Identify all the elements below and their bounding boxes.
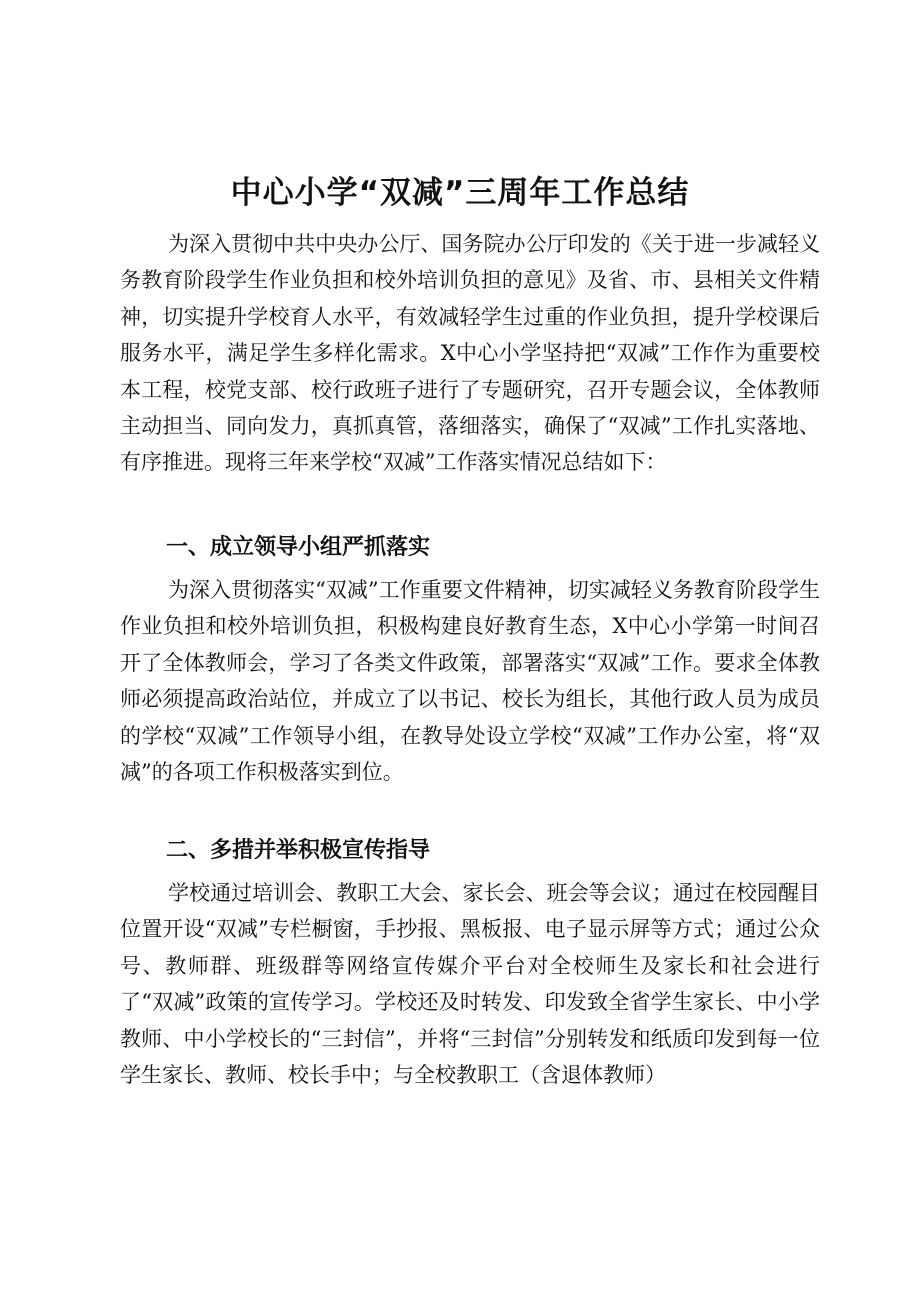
section-paragraph-publicity-guidance: 学校通过培训会、教职工大会、家长会、班会等会议；通过在校园醒目位置开设“双减”专栏橱窗，手抄报、黑板报、电子显示屏等方式；通过公众号、教师群、班级群等网络宣传媒介平台对全校师生及家长和社会进行了“双减”政策的宣传学习。学校还及时转发、印发致全省学生家长、中小学教师、中小学校长的“三封信”，并将“三封信”分别转发和纸质印发到每一位学生家长、教师、校长手中；与全校教职工（含退体教师）	[120, 881, 820, 1088]
document-title: 中心小学“双减”三周年工作总结	[230, 175, 690, 211]
intro-paragraph: 为深入贯彻中共中央办公厅、国务院办公厅印发的《关于进一步减轻义务教育阶段学生作业负担和校外培训负担的意见》及省、市、县相关文件精神，切实提升学校育人水平，有效减轻学生过重的作业负担，提升学校课后服务水平，满足学生多样化需求。X中心小学坚持把“双减”工作作为重要校本工程，校党支部、校行政班子进行了专题研究，召开专题会议，全体教师主动担当、同向发力，真抓真管，落细落实，确保了“双减”工作扎实落地、有序推进。现将三年来学校“双减”工作落实情况总结如下：	[120, 232, 820, 475]
section-heading-publicity-guidance: 二、多措并举积极宣传指导	[166, 838, 431, 863]
section-heading-leadership-group: 一、成立领导小组严抓落实	[166, 535, 431, 560]
section-paragraph-leadership-group: 为深入贯彻落实“双减”工作重要文件精神，切实减轻义务教育阶段学生作业负担和校外培训负担，积极构建良好教育生态，X中心小学第一时间召开了全体教师会，学习了各类文件政策，部署落实“双减”工作。要求全体教师必须提高政治站位，并成立了以书记、校长为组长，其他行政人员为成员的学校“双减”工作领导小组，在教导处设立学校“双减”工作办公室，将“双减”的各项工作积极落实到位。	[120, 578, 820, 785]
